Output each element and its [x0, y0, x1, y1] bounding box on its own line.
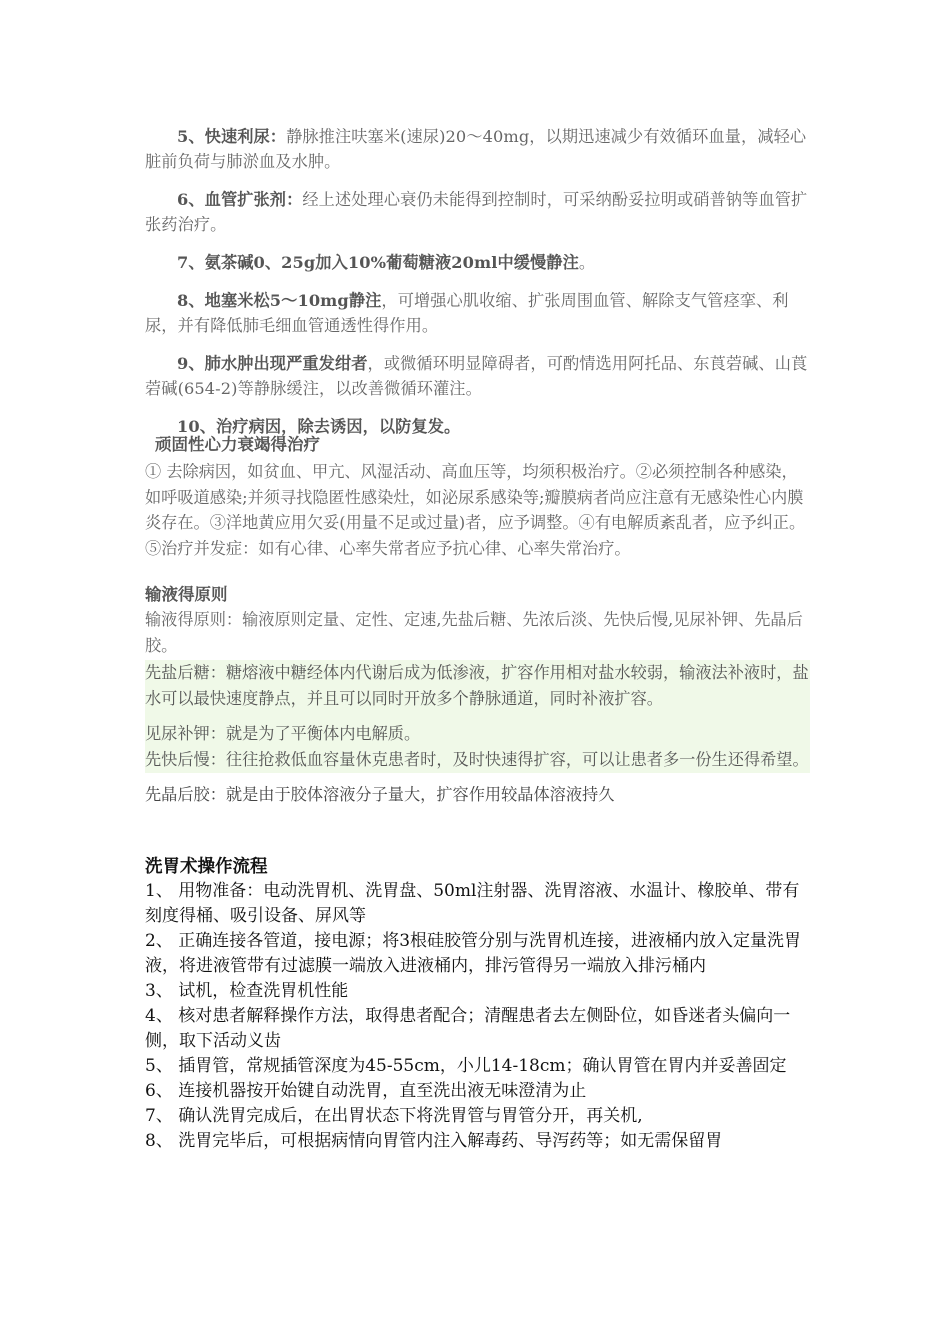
item-text: ，可增强心肌收缩、扩张周围血管、解除支气管痉挛、利尿，并有降低肺毛细血管通透性得作用。: [145, 291, 789, 335]
gastric-heading: 洗胃术操作流程: [145, 857, 268, 877]
item-text: ，或微循环明显障碍者，可酌情选用阿托品、东莨菪碱、山莨菪碱(654-2)等静脉缓注，以改善微循环灌注。: [145, 354, 808, 398]
item-text: 静脉推注呋塞米(速尿)20～40mg，以期迅速减少有效循环血量，减轻心脏前负荷与肺淤血及水肿。: [145, 127, 807, 171]
gastric-step-2: 2、 正确连接各管道，接电源；将3根硅胶管分别与洗胃机连接，进液桶内放入定量洗胃液，将进液管带有过滤膜一端放入进液桶内，排污管得另一端放入排污桶内: [145, 931, 802, 976]
item-text: 。: [578, 253, 596, 272]
refractory-section: [145, 434, 810, 561]
refractory-heading: 顽固性心力衰竭得治疗: [155, 435, 320, 454]
gastric-section: [145, 855, 810, 1154]
highlight-block: [145, 660, 810, 773]
gastric-step-4: 4、 核对患者解释操作方法，取得患者配合；清醒患者去左侧卧位，如昏迷者头偏向一侧，取下活动义齿: [145, 1006, 791, 1051]
item-lead: 8、地塞米松5～10mg静注: [177, 291, 382, 310]
infusion-body: 输液得原则：输液原则定量、定性、定速,先盐后糖、先浓后淡、先快后慢,见尿补钾、先晶后胶。: [145, 610, 803, 655]
infusion-section: [145, 583, 810, 808]
treatment-item-8: [145, 288, 810, 338]
gastric-step-6: 6、 连接机器按开始键自动洗胃，直至洗出液无味澄清为止: [145, 1081, 587, 1101]
infusion-heading: 输液得原则: [145, 585, 228, 604]
refractory-body: ① 去除病因，如贫血、甲亢、风湿活动、高血压等，均须积极治疗。②必须控制各种感染，如呼吸道感染;并须寻找隐匿性感染灶，如泌尿系感染等;瓣膜病者尚应注意有无感染性心内膜炎存在。③洋地黄应用欠妥(用量不足或过量)者，应予调整。④有电解质紊乱者，应予纠正。⑤治疗并发症：如有心律、心率失常者应予抗心律、心率失常治疗。: [145, 462, 806, 558]
item-lead: 6、血管扩张剂：: [177, 190, 303, 209]
highlight-salt-sugar: 先盐后糖：糖熔液中糖经体内代谢后成为低渗液，扩容作用相对盐水较弱，输液法补液时，盐水可以最快速度静点，并且可以同时开放多个静脉通道，同时补液扩容。: [145, 663, 809, 708]
gastric-step-5: 5、 插胃管，常规插管深度为45-55cm，小儿14-18cm；确认胃管在胃内并妥善固定: [145, 1056, 787, 1076]
gastric-step-3: 3、 试机，检查洗胃机性能: [145, 981, 349, 1001]
item-lead: 5、快速利尿：: [177, 127, 287, 146]
crystal-colloid: 先晶后胶：就是由于胶体溶液分子量大，扩容作用较晶体溶液持久: [145, 785, 615, 804]
treatment-item-6: [145, 187, 810, 237]
gastric-step-1: 1、 用物准备：电动洗胃机、洗胃盘、50ml注射器、洗胃溶液、水温计、橡胶单、带有刻度得桶、吸引设备、屏风等: [145, 881, 800, 926]
highlight-potassium: 见尿补钾：就是为了平衡体内电解质。: [145, 724, 421, 743]
highlight-fast-slow: 先快后慢：往往抢救低血容量休克患者时，及时快速得扩容，可以让患者多一份生还得希望。: [145, 750, 809, 769]
item-lead: 7、氨茶碱0、25g加入10%葡萄糖液20ml中缓慢静注: [177, 253, 579, 272]
gastric-step-8: 8、 洗胃完毕后，可根据病情向胃管内注入解毒药、导泻药等；如无需保留胃: [145, 1131, 723, 1151]
item-text: 经上述处理心衰仍未能得到控制时，可采纳酚妥拉明或硝普钠等血管扩张药治疗。: [145, 190, 808, 234]
item-lead: 9、肺水肿出现严重发绀者: [177, 354, 368, 373]
item-lead: 10、治疗病因，除去诱因，以防复发。: [177, 417, 461, 436]
treatment-item-5: [145, 124, 810, 174]
treatment-item-7: [145, 250, 810, 275]
gastric-step-7: 7、 确认洗胃完成后，在出胃状态下将洗胃管与胃管分开，再关机,: [145, 1106, 643, 1126]
treatment-item-9: [145, 351, 810, 401]
treatment-list: [145, 124, 810, 439]
